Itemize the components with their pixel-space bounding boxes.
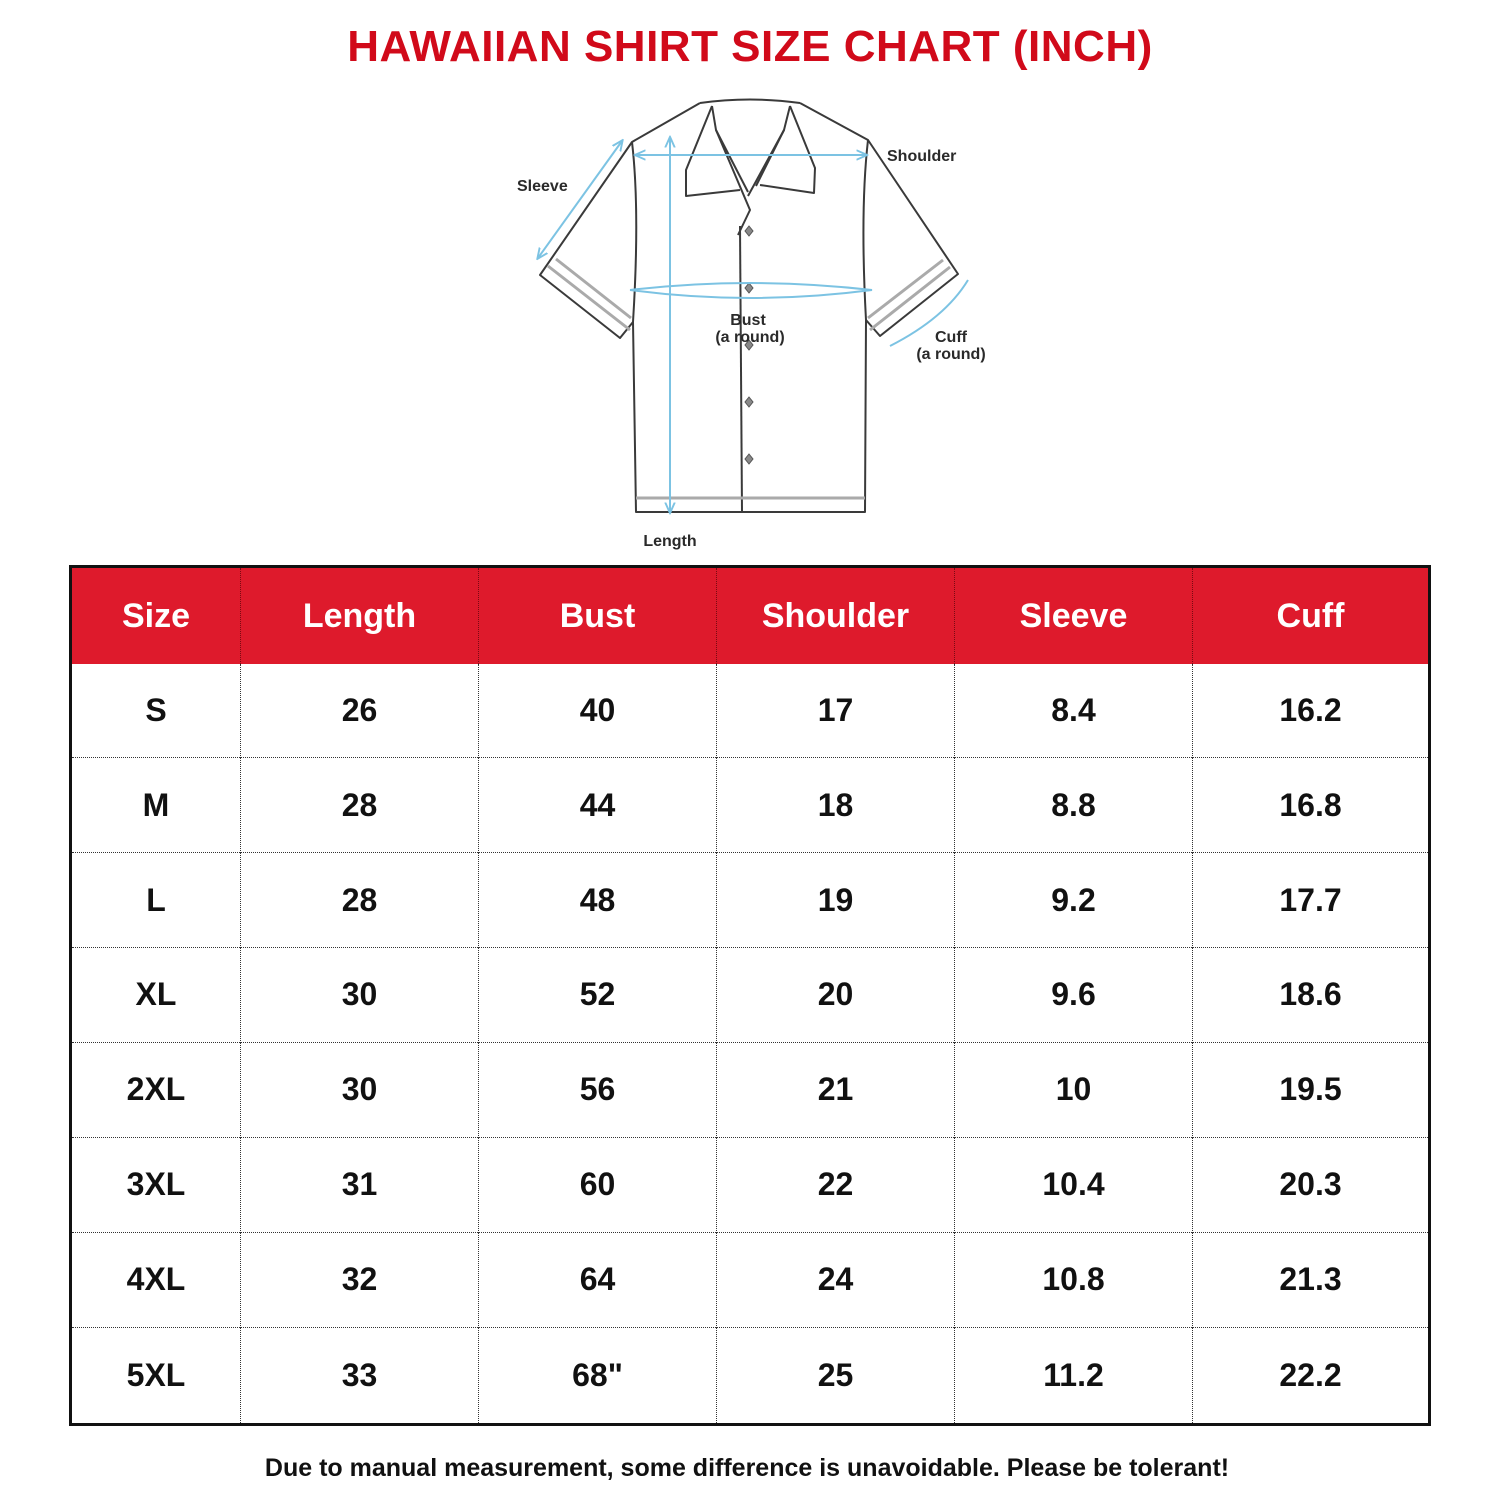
cell-cuff: 16.2: [1193, 664, 1430, 758]
cell-length: 26: [241, 664, 479, 758]
header-bust: Bust: [479, 567, 717, 665]
cell-sleeve: 10: [955, 1042, 1193, 1137]
cell-sleeve: 9.2: [955, 853, 1193, 948]
label-length: Length: [643, 533, 697, 550]
cell-length: 30: [241, 947, 479, 1042]
cell-bust: 52: [479, 947, 717, 1042]
measurement-disclaimer: Due to manual measurement, some difference is unavoidable. Please be tolerant!: [264, 1454, 1230, 1482]
label-cuff-sub: (a round): [916, 346, 986, 363]
table-row: [71, 664, 1430, 758]
cell-size: M: [71, 758, 241, 853]
cell-bust: 44: [479, 758, 717, 853]
cell-size: S: [145, 692, 167, 729]
cell-size: XL: [71, 947, 241, 1042]
table-row: [71, 1232, 1430, 1327]
header-sleeve: Sleeve: [955, 567, 1193, 665]
page-title: HAWAIIAN SHIRT SIZE CHART (INCH): [347, 22, 1153, 71]
cell-sleeve: 10.4: [955, 1137, 1193, 1232]
cell-shoulder: 18: [717, 758, 955, 853]
cell-cuff: 16.8: [1193, 758, 1430, 853]
cell-length: 32: [241, 1232, 479, 1327]
cell-size: 4XL: [71, 1232, 241, 1327]
cell-sleeve: 8.8: [955, 758, 1193, 853]
cell-bust: 68": [479, 1327, 717, 1424]
cell-size: 3XL: [71, 1137, 241, 1232]
cell-sleeve: 8.4: [955, 664, 1193, 758]
cell-bust: 64: [479, 1232, 717, 1327]
cell-cuff: 19.5: [1193, 1042, 1430, 1137]
table-row: [71, 1327, 1430, 1424]
cell-cuff: 18.6: [1193, 947, 1430, 1042]
cell-shoulder: 22: [717, 1137, 955, 1232]
header-shoulder: Shoulder: [717, 567, 955, 665]
cell-shoulder: 20: [717, 947, 955, 1042]
cell-shoulder: 24: [717, 1232, 955, 1327]
cell-cuff: 22.2: [1193, 1327, 1430, 1424]
cell-bust: 40: [479, 664, 717, 758]
cell-cuff: 20.3: [1193, 1137, 1430, 1232]
size-chart-table: [69, 565, 1431, 1426]
cell-bust: 48: [479, 853, 717, 948]
label-sleeve: Sleeve: [517, 178, 568, 195]
sleeve-arrow: [538, 141, 622, 258]
label-bust: Bust: [730, 312, 766, 329]
table-row: [71, 853, 1430, 948]
table-row: [71, 1137, 1430, 1232]
cell-shoulder: 21: [717, 1042, 955, 1137]
cell-shoulder: 17: [717, 664, 955, 758]
cell-length: 33: [241, 1327, 479, 1424]
label-cuff: Cuff: [935, 329, 967, 346]
cell-length: 28: [241, 853, 479, 948]
label-bust-sub: (a round): [715, 329, 785, 346]
cell-size: 5XL: [71, 1327, 241, 1424]
table-row: [71, 758, 1430, 853]
shirt-measurement-diagram: [500, 90, 1020, 560]
table-row: [71, 1042, 1430, 1137]
cell-size: 2XL: [71, 1042, 241, 1137]
header-row: [71, 567, 1430, 665]
cell-size: L: [71, 853, 241, 948]
cell-bust: 56: [479, 1042, 717, 1137]
cell-cuff: 21.3: [1193, 1232, 1430, 1327]
cell-length: 31: [241, 1137, 479, 1232]
label-shoulder: Shoulder: [887, 148, 957, 165]
cell-length: 28: [241, 758, 479, 853]
header-length: Length: [241, 567, 479, 665]
cell-cuff: 17.7: [1193, 853, 1430, 948]
cell-length: 30: [241, 1042, 479, 1137]
table-row: [71, 947, 1430, 1042]
cell-bust: 60: [479, 1137, 717, 1232]
cell-sleeve: 10.8: [955, 1232, 1193, 1327]
cell-shoulder: 19: [717, 853, 955, 948]
cell-shoulder: 25: [717, 1327, 955, 1424]
header-cuff: Cuff: [1193, 567, 1430, 665]
cell-sleeve: 11.2: [955, 1327, 1193, 1424]
header-size: Size: [71, 567, 241, 665]
cell-sleeve: 9.6: [955, 947, 1193, 1042]
